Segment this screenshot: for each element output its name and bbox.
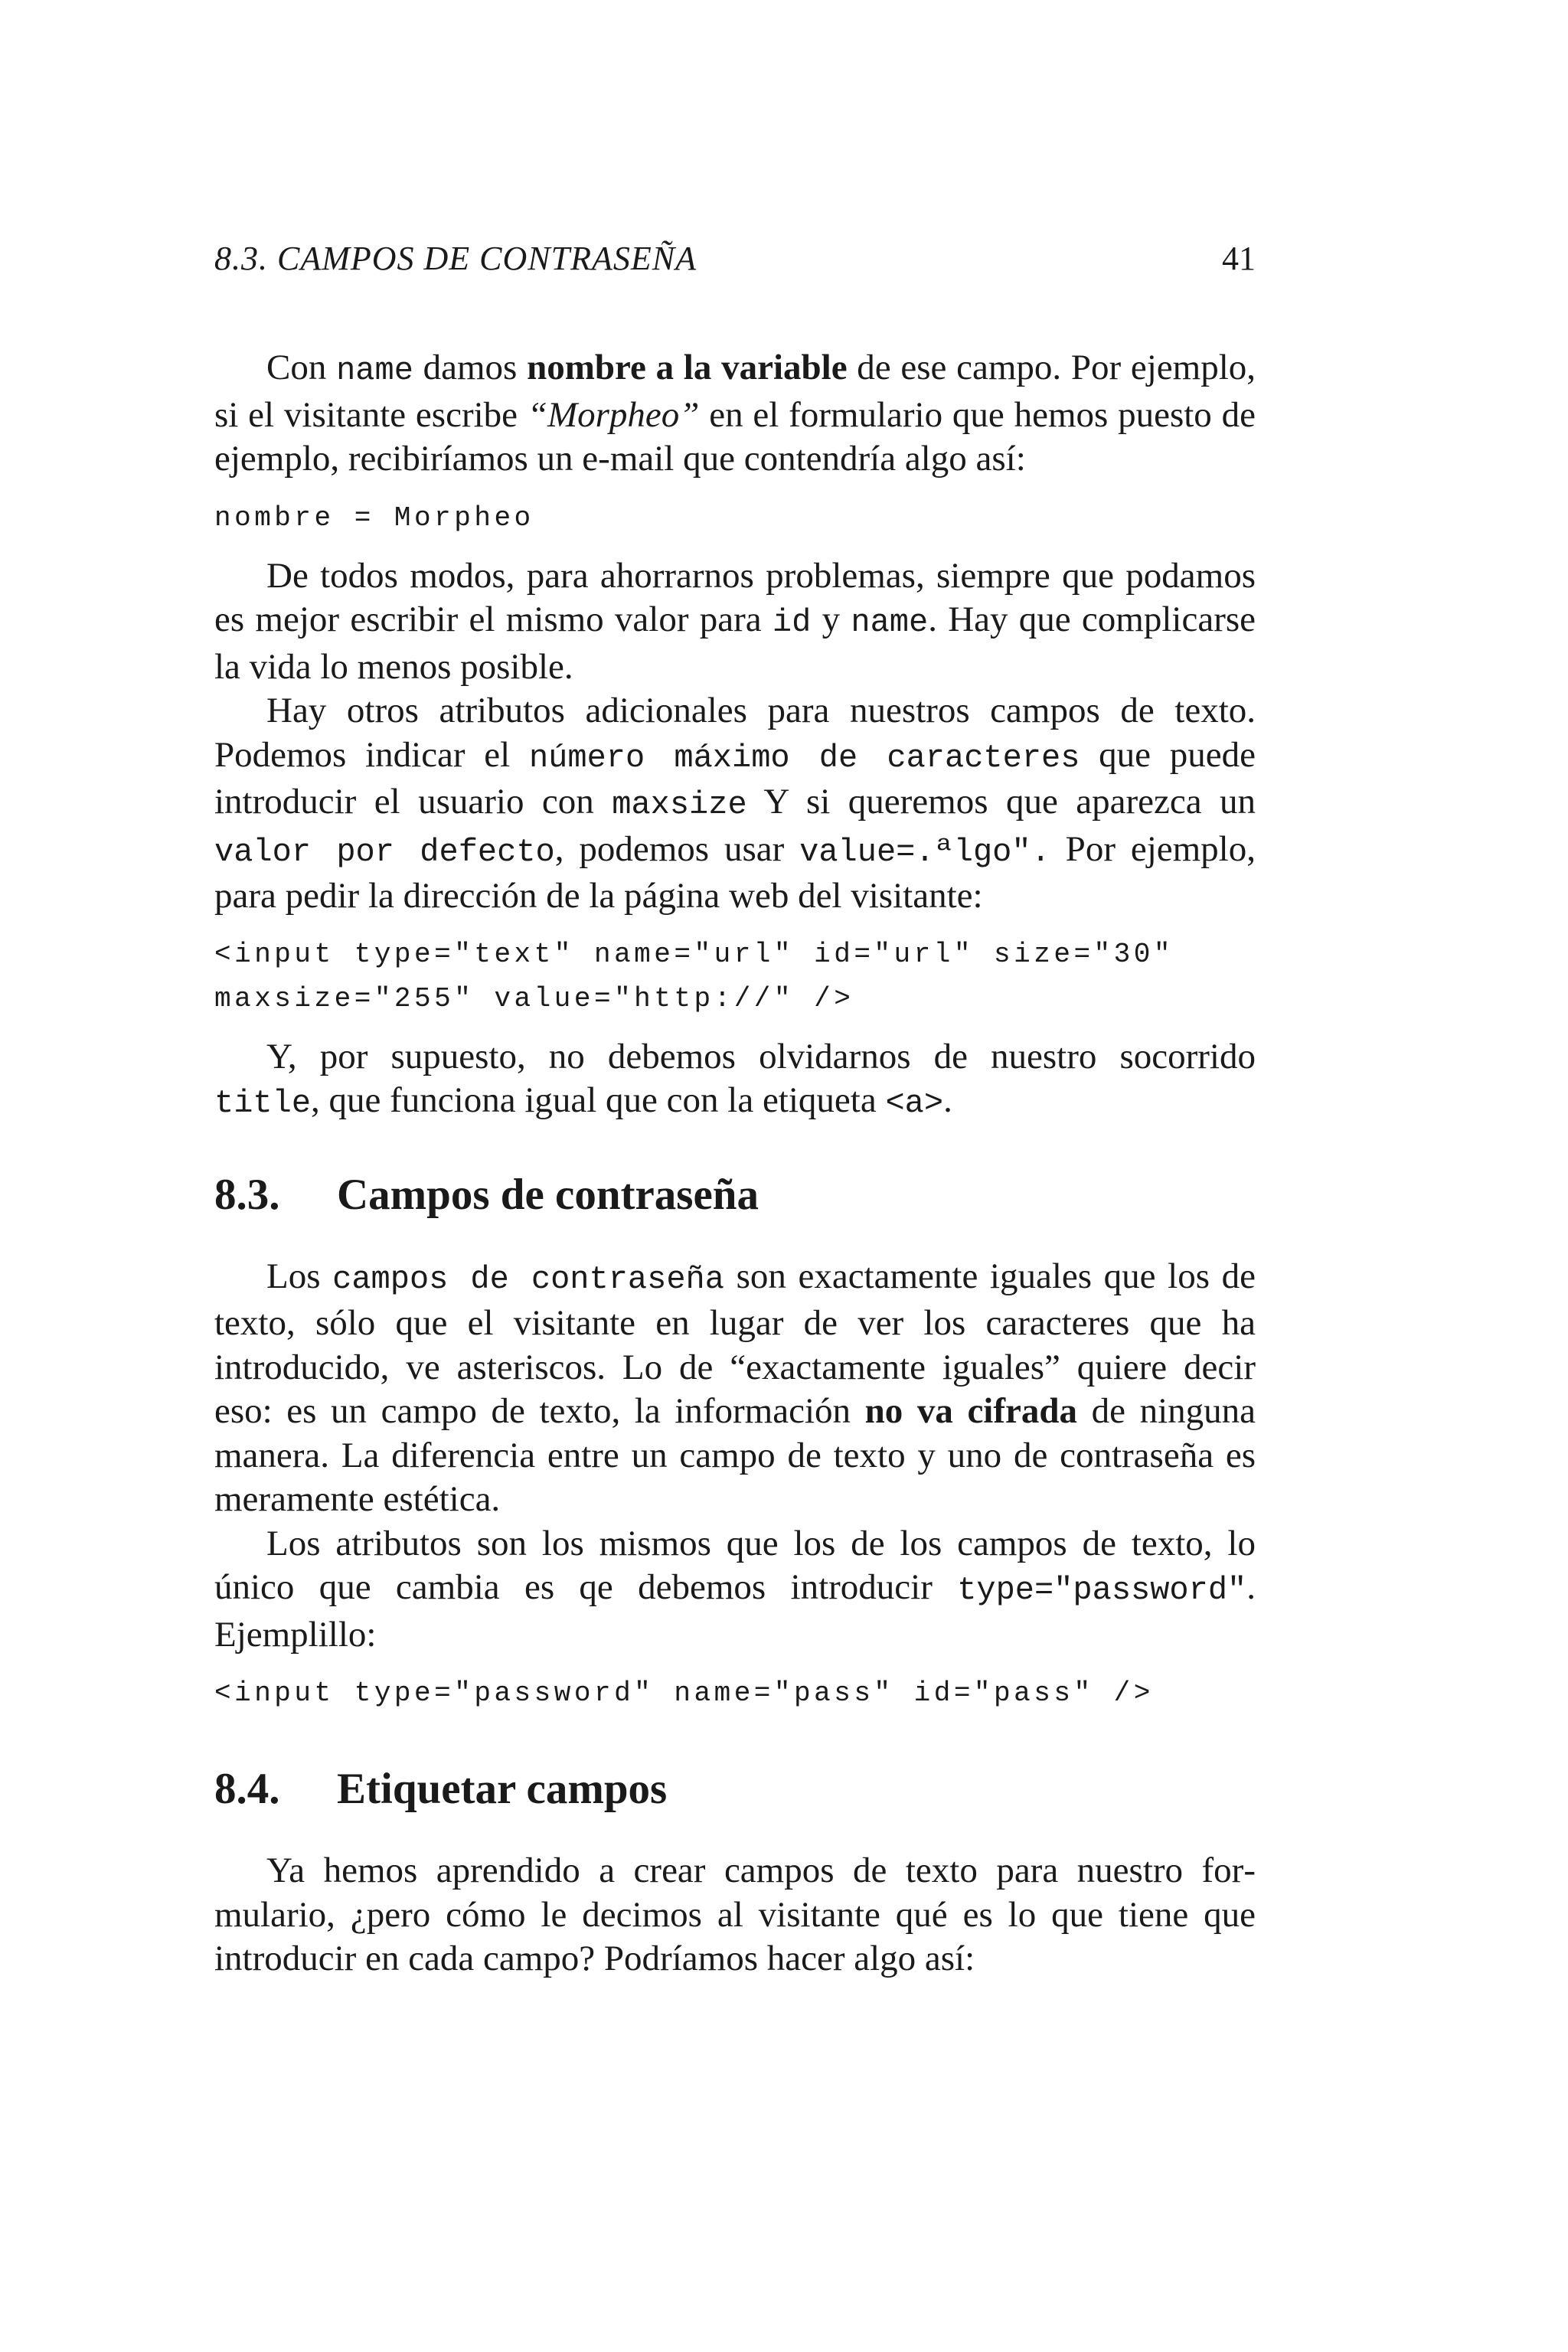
text: . Hay que complicarse la vida lo menos posible. xyxy=(214,599,1256,687)
text: de ninguna manera. La diferencia entre un campo de texto y uno de contraseña es meramente estética. xyxy=(214,1391,1256,1519)
inline-code: campos de contraseña xyxy=(332,1260,724,1298)
text: son exactamente iguales que los de texto, sólo que el visitante en lugar de ver los caracteres que ha introducido, ve asteriscos. Lo de “exactamente iguales” quiere decir eso: es un campo de texto, la información xyxy=(214,1256,1256,1431)
text: , podemos usar xyxy=(554,828,800,869)
inline-code: name xyxy=(336,352,413,389)
inline-code: valor por defecto xyxy=(214,833,555,871)
page-number: 41 xyxy=(1222,240,1256,277)
code-block-password-input: <input type="password" name="pass" id="pass" /> xyxy=(214,1677,1154,1709)
text: Los xyxy=(266,1256,333,1296)
page-body xyxy=(214,346,1256,1981)
section-number: 8.4. xyxy=(214,1765,280,1813)
paragraph-id-name xyxy=(214,554,1256,690)
inline-code: type="password" xyxy=(957,1572,1247,1609)
paragraph-title-attribute xyxy=(214,1035,1256,1126)
text: Hay otros atributos adicionales para nuestros campos de texto. Podemos indicar el xyxy=(214,691,1256,775)
inline-code: número máximo de caracteres xyxy=(528,739,1080,776)
text: de ese campo. Por ejemplo, si el visitante escribe xyxy=(214,348,1256,435)
section-title: Etiquetar campos xyxy=(337,1765,668,1813)
paragraph-label-fields xyxy=(214,1849,1256,1981)
paragraph-name-attribute xyxy=(214,346,1256,482)
text: Con xyxy=(266,348,337,387)
section-heading-8-3 xyxy=(214,1165,1256,1226)
text: damos xyxy=(413,348,528,387)
text: . xyxy=(943,1080,952,1120)
paragraph-extra-attributes xyxy=(214,689,1256,919)
text: que puede introducir el usuario con xyxy=(214,734,1256,822)
italic-text: “Morpheo” xyxy=(527,394,700,435)
text: y xyxy=(811,599,851,639)
inline-code: value=.ªlgo". xyxy=(799,833,1050,871)
section-number: 8.3. xyxy=(214,1170,280,1219)
text: Por ejemplo, para pedir la dirección de la página web del visitante: xyxy=(214,828,1256,916)
code-block-url-input: <input type="text" name="url" id="url" size="30" maxsize="255" value="http://" /> xyxy=(214,938,1174,1014)
text: Y si queremos que aparezca un xyxy=(746,782,1256,822)
inline-code: id xyxy=(772,604,812,641)
inline-code: title xyxy=(214,1085,312,1122)
text: . Ejemplillo: xyxy=(214,1567,1256,1655)
text: Ya hemos aprendido a crear campos de texto para nuestro formulario, ¿pero cómo le decimos al visitante qué es lo que tiene que introducir en cada campo? Podríamos hacer algo así: xyxy=(214,1851,1256,1978)
paragraph-password-attributes xyxy=(214,1522,1256,1658)
section-heading-8-4 xyxy=(214,1759,1256,1820)
text: Y, por supuesto, no debemos olvidarnos de nuestro socorrido xyxy=(266,1036,1256,1076)
section-title: Campos de contraseña xyxy=(337,1170,759,1219)
text: Los atributos son los mismos que los de los campos de texto, lo único que cambia es qe debemos introducir xyxy=(214,1523,1256,1607)
text: , que funciona igual que con la etiqueta xyxy=(311,1080,886,1120)
bold-text: no va cifrada xyxy=(864,1391,1078,1431)
running-head-title: 8.3. CAMPOS DE CONTRASEÑA xyxy=(214,240,697,277)
code-block-nombre: nombre = Morpheo xyxy=(214,501,534,534)
paragraph-password-fields xyxy=(214,1255,1256,1522)
text: en el formulario que hemos puesto de ejemplo, recibiríamos un e-mail que contendría algo así: xyxy=(214,394,1256,479)
bold-text: nombre a la variable xyxy=(527,348,848,387)
inline-code: maxsize xyxy=(612,786,747,823)
text: De todos modos, para ahorrarnos problemas, siempre que podamos es mejor escribir el mismo valor para xyxy=(214,555,1256,639)
inline-code: name xyxy=(851,604,929,641)
running-head xyxy=(214,236,1256,282)
inline-code: <a> xyxy=(885,1085,944,1122)
